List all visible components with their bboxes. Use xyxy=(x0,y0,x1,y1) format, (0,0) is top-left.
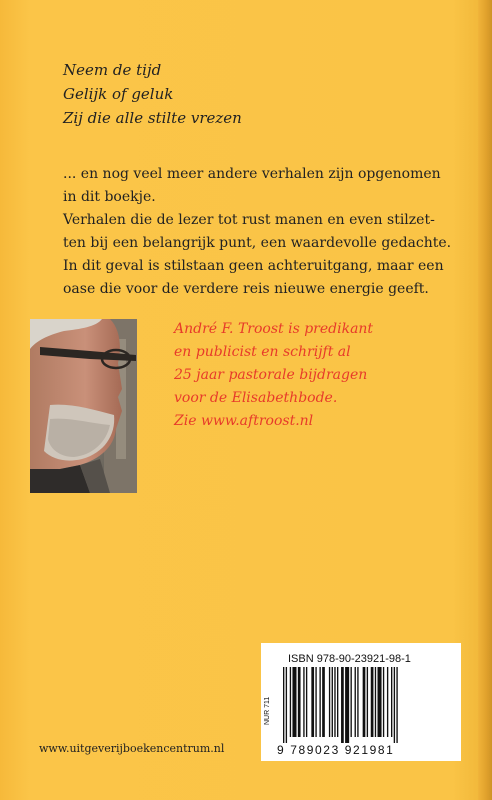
barcode-bar xyxy=(332,667,333,737)
author-bio xyxy=(174,318,373,433)
story-title: Zij die alle stilte vrezen xyxy=(63,109,242,127)
barcode-bar xyxy=(292,667,296,737)
barcode-bar xyxy=(290,667,291,737)
blurb-line: oase die voor de verdere reis nieuwe energie geeft. xyxy=(63,281,429,297)
author-photo xyxy=(30,319,137,493)
author-bio-line: en publicist en schrijft al xyxy=(174,344,351,360)
blurb-line: In dit geval is stilstaan geen achteruitgang, maar een xyxy=(63,258,444,274)
blurb-line: ten bij een belangrijk punt, een waardevolle gedachte. xyxy=(63,235,452,251)
story-title: Gelijk of geluk xyxy=(63,85,174,103)
barcode-bar xyxy=(337,667,338,737)
barcode-bar xyxy=(341,667,344,743)
blurb-line: in dit boekje. xyxy=(63,189,156,205)
barcode-bar xyxy=(367,667,368,737)
author-bio-line: 25 jaar pastorale bijdragen xyxy=(174,367,368,383)
barcode-bar xyxy=(306,667,307,737)
isbn-text: ISBN 978-90-23921-98-1 xyxy=(288,653,411,665)
barcode-bar xyxy=(378,667,382,737)
barcode-bar xyxy=(387,667,388,737)
barcode-bar xyxy=(303,667,304,737)
blurb-line: ... en nog veel meer andere verhalen zijn opgenomen xyxy=(63,166,441,182)
barcode-bar xyxy=(311,667,314,737)
blurb-text xyxy=(63,163,463,301)
barcode-digits: 9 789023 921981 xyxy=(277,743,395,757)
barcode-bar xyxy=(391,667,392,737)
barcode-bar xyxy=(283,667,284,743)
publisher-website: www.uitgeverijboekencentrum.nl xyxy=(39,742,225,755)
barcode-bar xyxy=(396,667,397,743)
story-title: Neem de tijd xyxy=(63,61,162,79)
barcode-bar xyxy=(394,667,395,743)
story-titles xyxy=(63,58,242,130)
barcode-bar xyxy=(375,667,376,737)
barcode-bars xyxy=(281,667,453,743)
barcode-bar xyxy=(334,667,335,737)
author-bio-line: voor de Elisabethbode. xyxy=(174,390,338,406)
barcode-bar xyxy=(371,667,374,737)
barcode-bar xyxy=(355,667,356,737)
barcode-bar xyxy=(286,667,287,743)
blurb-line: Verhalen die de lezer tot rust manen en even stilzet- xyxy=(63,212,435,228)
barcode-bar xyxy=(357,667,358,737)
barcode-bar xyxy=(351,667,352,737)
barcode-bar xyxy=(315,667,316,737)
barcode-bar xyxy=(329,667,330,737)
book-spine-edge xyxy=(478,0,492,800)
author-bio-line: Zie www.aftroost.nl xyxy=(174,413,314,429)
barcode-bar xyxy=(322,667,325,737)
barcode-bar xyxy=(319,667,320,737)
barcode-bar xyxy=(383,667,384,737)
barcode-bar xyxy=(298,667,301,737)
barcode-bar xyxy=(345,667,349,743)
nur-code: NUR 711 xyxy=(264,696,271,725)
barcode-bar xyxy=(363,667,366,737)
author-bio-line: André F. Troost is predikant xyxy=(174,321,374,337)
barcode-label xyxy=(261,643,461,761)
